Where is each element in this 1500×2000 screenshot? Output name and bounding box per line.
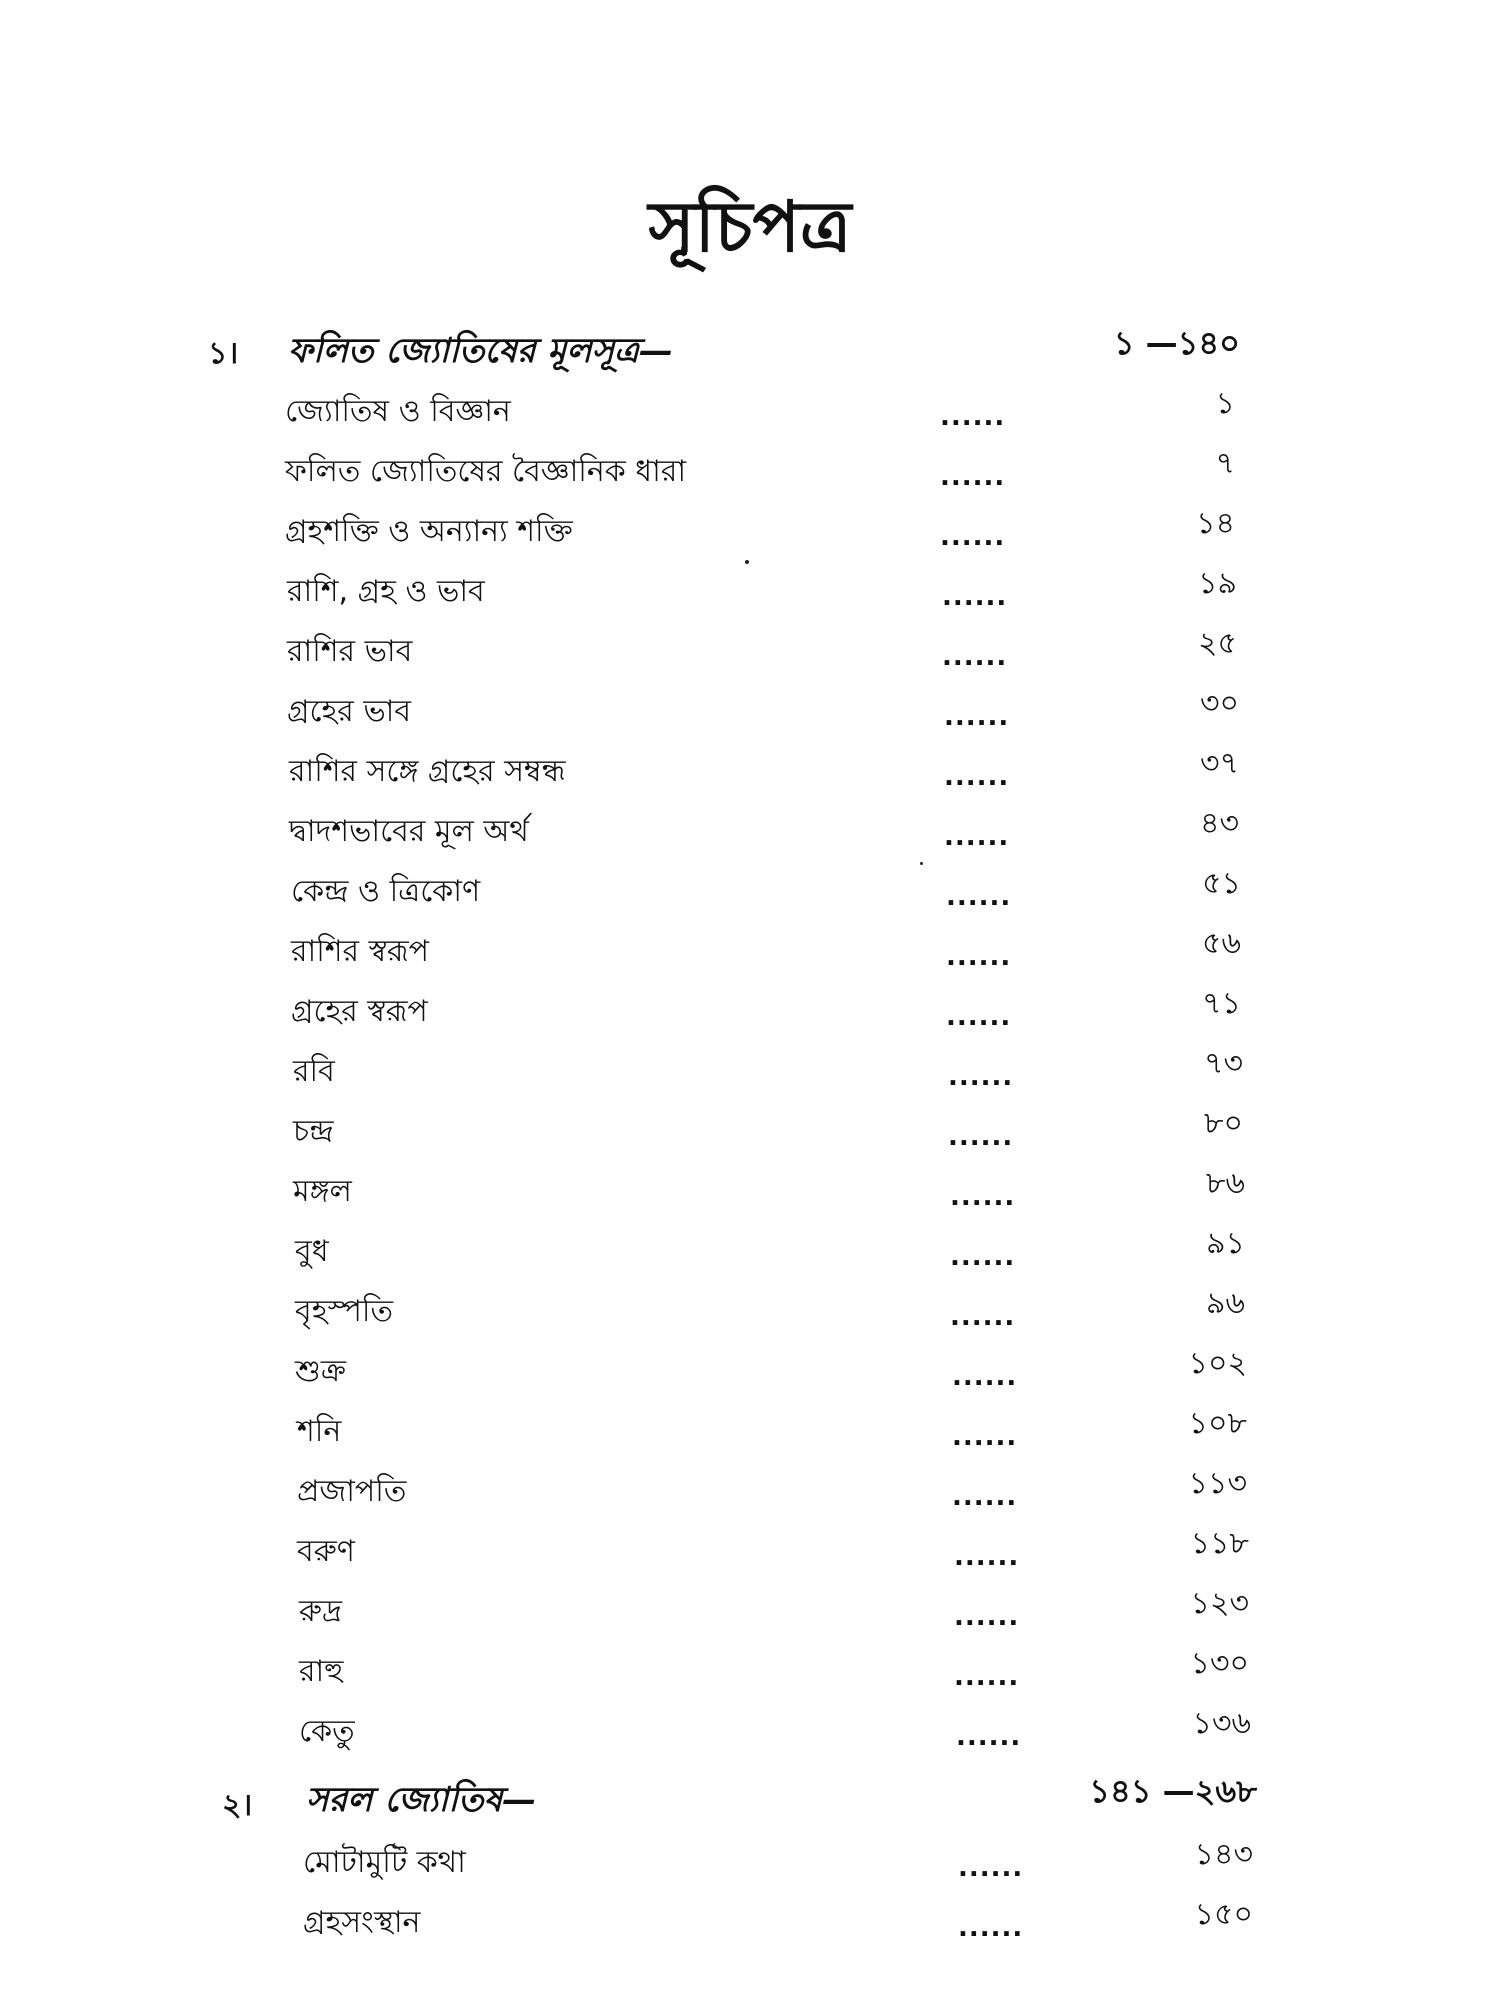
entry-title: দ্বাদশভাবের মূল অর্থ [289,814,529,849]
toc-entry [0,1346,1500,1392]
toc-entry [0,1226,1500,1272]
entry-title: গ্রহের ভাব [287,694,412,729]
entry-title: রাশির ভাব [287,634,413,669]
entry-page: ১০৮ [1188,1406,1247,1441]
dot-leader: ...... [944,702,1010,732]
section-title: সরল জ্যোতিষ— [306,1780,537,1820]
entry-page: ৭১ [1202,986,1241,1021]
dot-leader: ...... [950,1302,1016,1332]
print-speck [745,560,749,564]
entry-page: ১৪ [1196,506,1235,541]
toc-entry [0,1837,1500,1883]
entry-title: রুদ্র [299,1594,342,1629]
toc-entry [0,1466,1500,1512]
toc-entry [0,1646,1500,1692]
toc-entry [0,1046,1500,1092]
entry-page: ৮০ [1204,1106,1243,1141]
entry-page: ৭৩ [1203,1046,1243,1081]
dot-leader: ...... [940,522,1006,552]
dot-leader: ...... [946,942,1012,972]
toc-entry [0,566,1500,612]
dot-leader: ...... [950,1242,1016,1272]
entry-title: বৃহস্পতি [295,1294,393,1329]
entry-title: মোটামুটি কথা [303,1845,466,1880]
toc-entry [0,686,1500,732]
entry-title: শনি [297,1414,342,1449]
dot-leader: ...... [954,1662,1020,1692]
dot-leader: ...... [956,1722,1022,1752]
section-page-range: ১৪১ —২৬৮ [1089,1772,1257,1810]
entry-title: রাশি, গ্রহ ও ভাব [287,574,485,609]
dot-leader: ...... [952,1362,1018,1392]
toc-entry [0,1286,1500,1332]
dot-leader: ...... [952,1422,1018,1452]
entry-page: ১৩৬ [1192,1706,1251,1741]
entry-title: রাহু [299,1654,344,1689]
entry-title: শুক্র [295,1354,346,1389]
entry-page: ৩০ [1199,686,1239,721]
dot-leader: ...... [940,402,1006,432]
toc-entry [0,866,1500,912]
entry-page: ১৯ [1198,566,1237,601]
entry-page: ১০২ [1188,1346,1247,1381]
toc-entry [0,446,1500,492]
print-speck [920,862,923,865]
entry-title: বরুণ [297,1534,355,1569]
entry-title: গ্রহসংস্থান [303,1905,421,1940]
entry-page: ৫১ [1202,866,1241,901]
section-number: ২। [222,1788,253,1823]
entry-page: ১১৮ [1190,1526,1249,1561]
dot-leader: ...... [946,882,1012,912]
dot-leader: ...... [944,822,1010,852]
toc-entry [0,626,1500,672]
entry-page: ৯১ [1206,1226,1245,1261]
entry-title: কেন্দ্র ও ত্রিকোণ [291,874,481,909]
dot-leader: ...... [954,1542,1020,1572]
entry-title: চন্দ্র [293,1114,334,1149]
entry-page: ১২৩ [1190,1586,1249,1621]
toc-entry [0,746,1500,792]
dot-leader: ...... [954,1602,1020,1632]
dot-leader: ...... [942,582,1008,612]
entry-title: প্রজাপতি [297,1474,407,1509]
toc-entry [0,806,1500,852]
dot-leader: ...... [950,1182,1016,1212]
entry-title: কেতু [299,1714,355,1749]
entry-title: মঙ্গল [293,1174,352,1209]
toc-entry [0,1586,1500,1632]
entry-title: রাশির স্বরূপ [291,934,430,969]
toc-entry [0,386,1500,432]
entry-page: ১৪৩ [1194,1837,1253,1872]
toc-entry [0,506,1500,552]
entry-title: জ্যোতিষ ও বিজ্ঞান [285,394,511,429]
entry-page: ১ [1215,386,1235,421]
page-title: সূচিপত্র [648,186,852,268]
dot-leader: ...... [948,1062,1014,1092]
entry-page: ৪৩ [1200,806,1239,841]
section-number: ১। [208,336,239,371]
dot-leader: ...... [942,642,1008,672]
entry-page: ১৫০ [1194,1897,1253,1932]
toc-entry [0,1526,1500,1572]
entry-page: ৩৭ [1199,746,1239,781]
dot-leader: ...... [958,1913,1024,1943]
dot-leader: ...... [940,462,1006,492]
toc-entry [0,1897,1500,1943]
entry-title: ফলিত জ্যোতিষের বৈজ্ঞানিক ধারা [285,454,687,489]
entry-title: গ্রহের স্বরূপ [291,994,428,1029]
section-title: ফলিত জ্যোতিষের মূলসূত্র— [288,331,674,371]
entry-page: ১৩০ [1190,1646,1249,1681]
toc-entry [0,1406,1500,1452]
entry-title: রাশির সঙ্গে গ্রহের সম্বন্ধ [289,754,566,789]
toc-entry [0,1106,1500,1152]
dot-leader: ...... [958,1853,1024,1883]
entry-page: ১১৩ [1188,1466,1247,1501]
dot-leader: ...... [948,1122,1014,1152]
entry-title: বুধ [295,1234,329,1269]
entry-page: ২৫ [1198,626,1237,661]
toc-entry [0,986,1500,1032]
toc-entry [0,926,1500,972]
entry-page: ৯৬ [1206,1286,1245,1321]
entry-page: ৫৬ [1202,926,1241,961]
entry-title: গ্রহশক্তি ও অন্যান্য শক্তি [285,514,573,549]
toc-entry [0,1166,1500,1212]
entry-page: ৮৬ [1206,1166,1245,1201]
dot-leader: ...... [946,1002,1012,1032]
section-page-range: ১ —১৪০ [1113,324,1240,362]
entry-page: ৭ [1215,446,1235,481]
dot-leader: ...... [952,1482,1018,1512]
toc-entry [0,1706,1500,1752]
entry-title: রবি [293,1054,335,1089]
dot-leader: ...... [944,762,1010,792]
